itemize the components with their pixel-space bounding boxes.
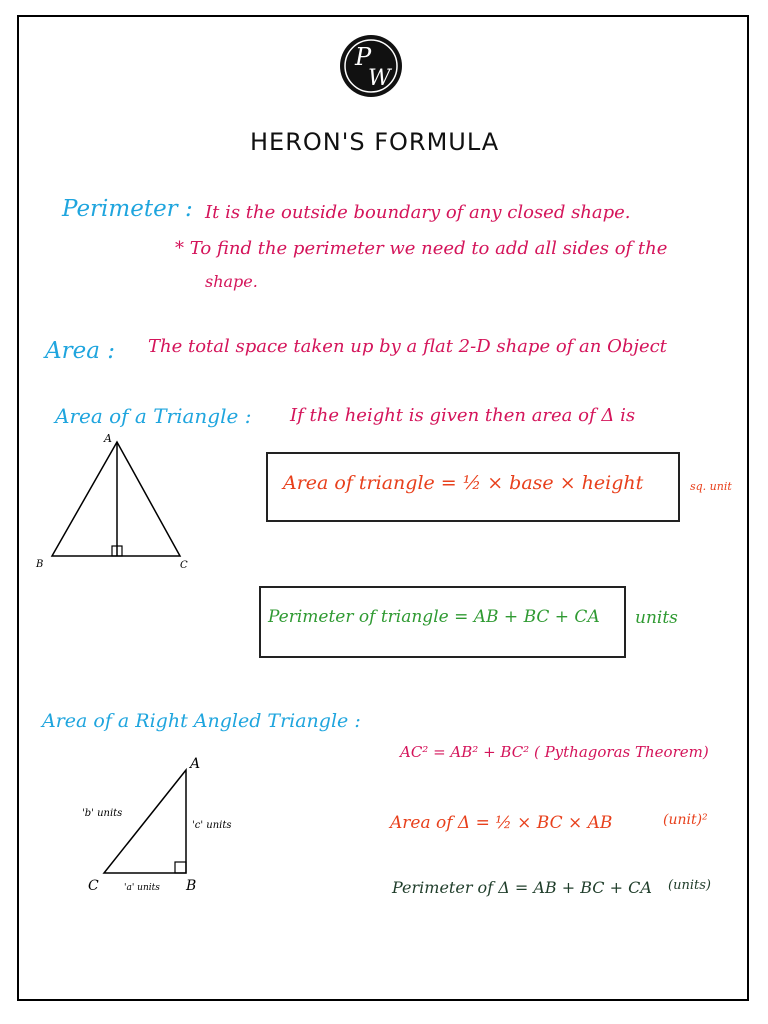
right-perimeter-unit: (units) [668,878,711,893]
triangle-vertex-a: A [104,432,112,445]
perimeter-note-line2: shape. [205,272,258,291]
triangle-diagram [30,430,200,575]
pythagoras-theorem: AC² = AB² + BC² ( Pythagoras Theorem) [400,743,709,761]
perimeter-formula-unit: units [635,608,678,628]
svg-text:W: W [368,66,391,91]
area-term: Area : [45,338,115,364]
area-formula-unit: sq. unit [690,480,732,493]
right-triangle-abc [104,770,186,873]
perimeter-formula: Perimeter of triangle = AB + BC + CA [268,607,600,627]
area-triangle-heading: Area of a Triangle : [55,404,252,428]
side-b-label: 'b' units [82,808,123,819]
triangle-abc [52,442,180,556]
triangle-vertex-c: C [180,560,188,571]
right-triangle-vertex-a: A [190,756,201,772]
perimeter-definition: It is the outside boundary of any closed shape. [205,202,631,223]
side-a-label: 'a' units [124,883,160,893]
svg-text:P: P [355,43,372,71]
area-definition: The total space taken up by a flat 2-D shape of an Object [148,336,667,357]
right-area-formula: Area of Δ = ½ × BC × AB [390,813,613,833]
right-area-unit: (unit)² [663,812,708,828]
perimeter-note-line1: * To find the perimeter we need to add all sides of the [175,238,668,259]
side-c-label: 'c' units [192,820,232,831]
right-perimeter-formula: Perimeter of Δ = AB + BC + CA [392,878,652,897]
right-triangle-heading: Area of a Right Angled Triangle : [42,710,361,732]
right-triangle-vertex-b: B [186,878,197,894]
triangle-vertex-b: B [36,559,44,570]
page-title: HERON'S FORMULA [250,128,500,156]
right-triangle-vertex-c: C [88,878,99,894]
area-triangle-condition: If the height is given then area of Δ is [290,405,636,426]
area-formula: Area of triangle = ½ × base × height [283,472,644,494]
right-angle-mark-b [175,862,186,873]
right-triangle-diagram [80,750,280,910]
pw-logo [338,33,404,99]
perimeter-term: Perimeter : [62,196,193,222]
